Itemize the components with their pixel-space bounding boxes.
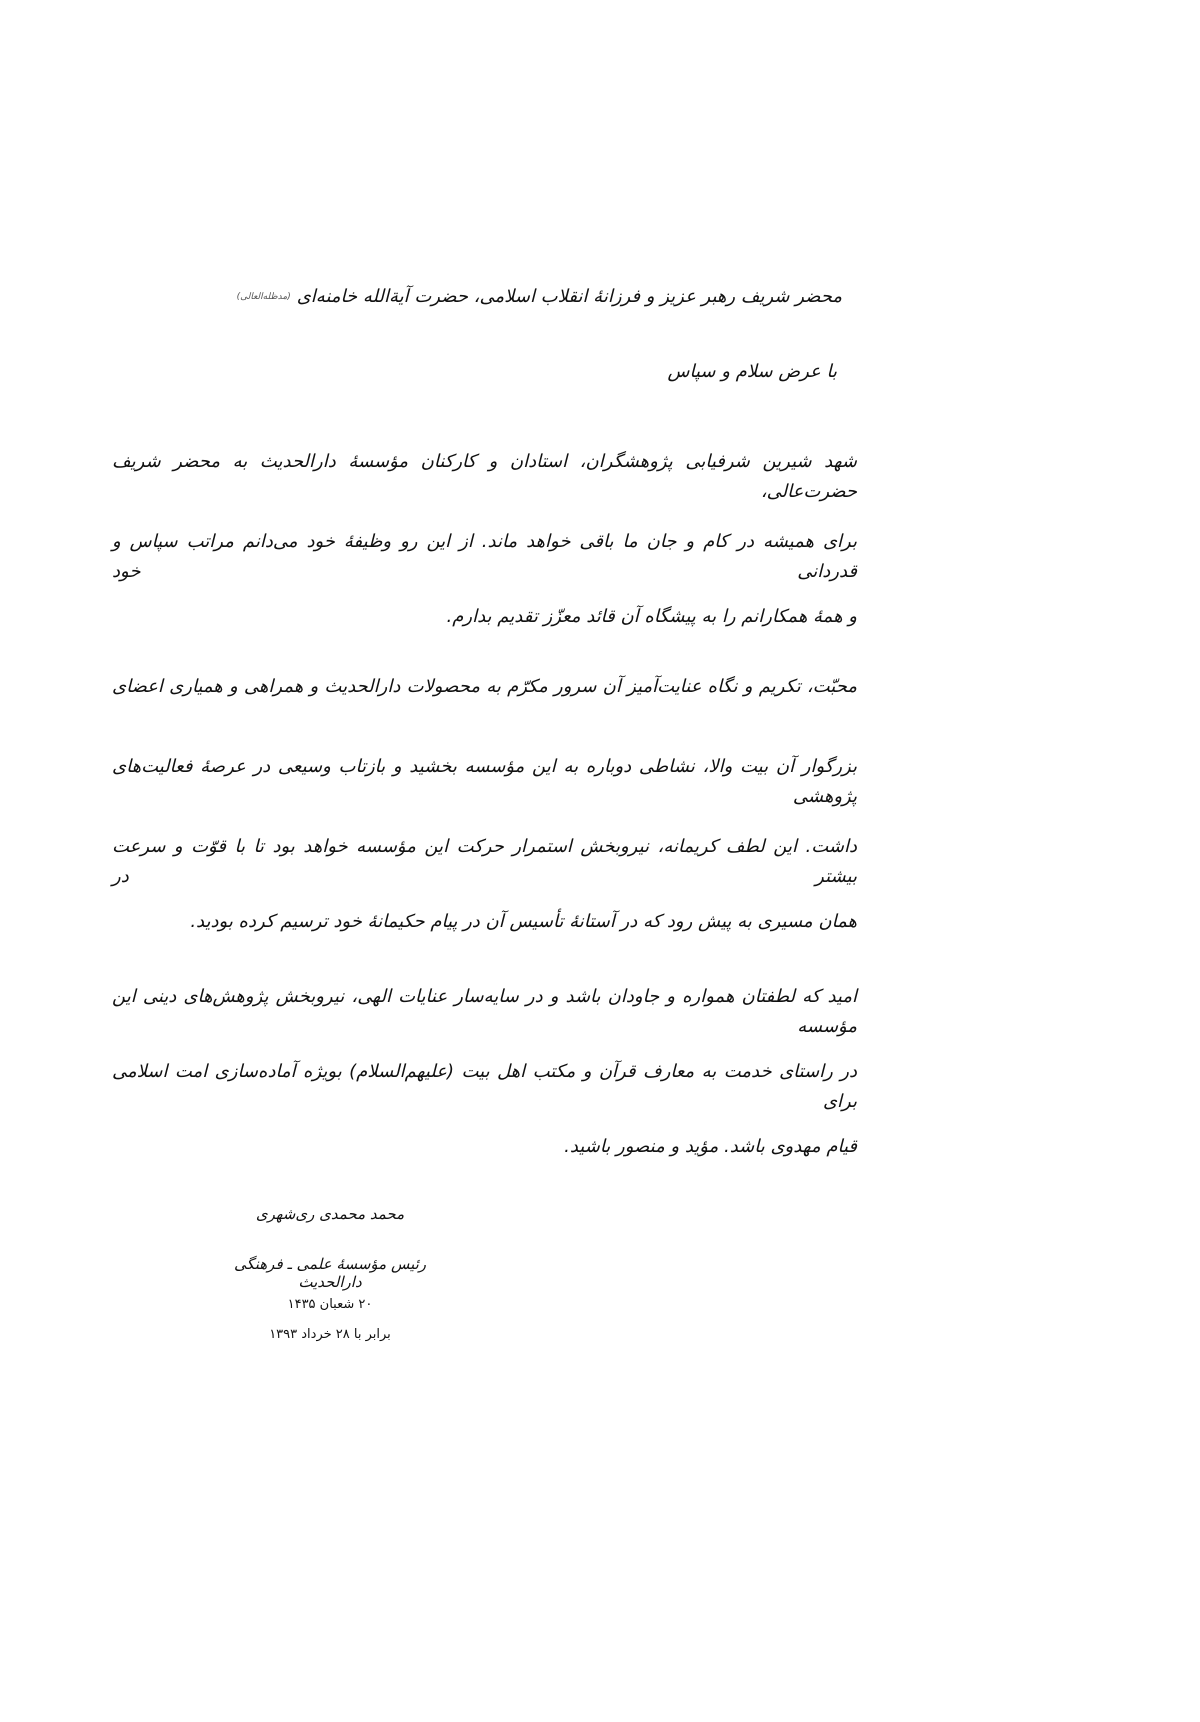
body-line: همان مسیری به پیش رود که در آستانهٔ تأسیس آن در پیام حکیمانهٔ خود ترسیم کرده بودید. [190,911,857,932]
date-solar: برابر با ۲۸ خرداد ۱۳۹۳ [269,1327,391,1342]
body-line: قیام مهدوی باشد. مؤید و منصور باشید. [564,1136,857,1157]
date-hijri: ۲۰ شعبان ۱۴۳۵ [287,1297,373,1312]
body-line: داشت. این لطف کریمانه، نیروبخش استمرار حرکت این مؤسسه خواهد بود تا با قوّت و سرعت بیشتر در [112,836,857,887]
body-line: در راستای خدمت به معارف قرآن و مکتب اهل بیت (علیهم‌السلام) بویژه آماده‌سازی امت اسلامی برای [112,1061,857,1112]
salutation [112,282,842,312]
body-line: برای همیشه در کام و جان ما باقی خواهد ماند. از این رو وظیفهٔ خود می‌دانم مراتب سپاس و قدردانی خود [112,531,857,582]
signature-name: محمد محمدی ری‌شهری [255,1205,405,1223]
body-line: محبّت، تکریم و نگاه عنایت‌آمیز آن سرور مکرّم به محصولات دارالحدیث و همراهی و همیاری اعضای [112,676,857,697]
body-line: بزرگوار آن بیت والا، نشاطی دوباره به این مؤسسه بخشید و بازتاب وسیعی در عرصهٔ فعالیت‌های پژوهشی [112,756,857,807]
honorific: (مدظله‌العالی) [236,292,291,302]
body-line: امید که لطفتان همواره و جاودان باشد و در سایه‌سار عنایات الهی، نیروبخش پژوهش‌های دینی این مؤسسه [112,986,857,1037]
body-line: شهد شیرین شرفیابی پژوهشگران، استادان و کارکنان مؤسسهٔ دارالحدیث به محضر شریف حضرت‌عالی، [112,451,857,502]
salutation-text: محضر شریف رهبر عزیز و فرزانهٔ انقلاب اسلامی، حضرت آیة‌الله خامنه‌ای [296,286,842,307]
body-line: و همهٔ همکارانم را به پیشگاه آن قائد معزّز تقدیم بدارم. [446,606,857,627]
signature-title: رئیس مؤسسهٔ علمی ـ فرهنگی دارالحدیث [233,1255,427,1291]
greeting: با عرض سلام و سپاس [667,361,837,382]
